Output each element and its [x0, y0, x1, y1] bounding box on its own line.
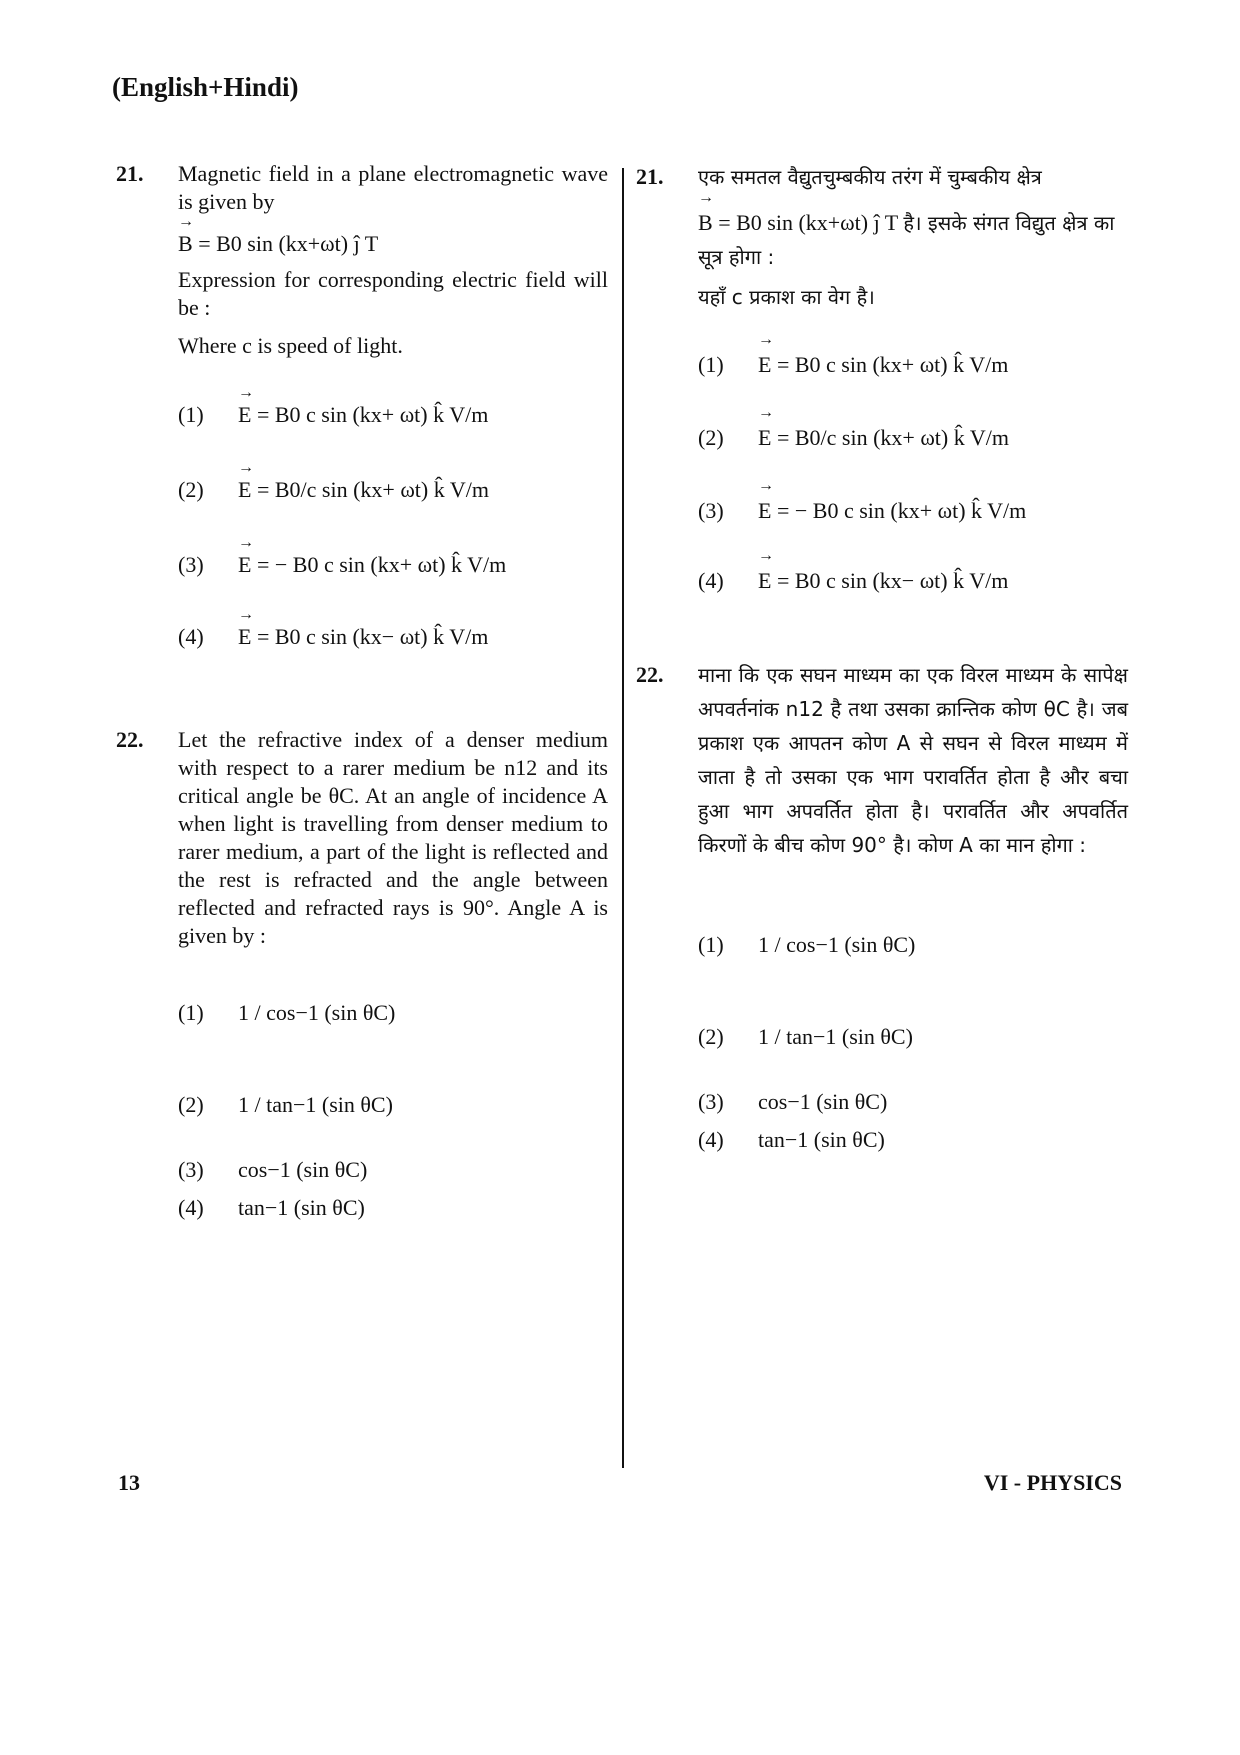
page-title: (English+Hindi): [112, 72, 299, 102]
option-1[interactable]: [178, 384, 608, 440]
question-number: 21.: [636, 164, 664, 189]
question-22-en: [116, 726, 608, 1228]
option-3[interactable]: [698, 477, 1128, 536]
option-text: = B0 c sin (kx+ ωt) k̂ V/m: [256, 402, 489, 427]
option-4[interactable]: [698, 547, 1128, 606]
question-21-hi: [636, 160, 1128, 606]
question-text: माना कि एक सघन माध्यम का एक विरल माध्यम के सापेक्ष अपवर्तनांक n12 है तथा उसका क्रान्तिक कोण θC है। जब प्रकाश एक आपतन कोण A से सघन से विरल माध्यम में जाता है तो उसका एक भाग परावर्तित होता है और बचा हुआ भाग अपवर्तित होता है। परावर्तित और अपवर्तित किरणों के बीच कोण 90° है। कोण A का मान होगा :: [698, 663, 1128, 857]
vector-e: E →: [238, 459, 254, 502]
question-text: Magnetic field in a plane electromagnetic wave is given by: [178, 161, 608, 214]
page-number: 13: [118, 1470, 140, 1495]
vector-e: E →: [238, 606, 254, 649]
option-text: = B0 c sin (kx− ωt) k̂ V/m: [256, 624, 489, 649]
vector-e: E →: [758, 404, 774, 450]
field-expression: = B0 sin (kx+ωt) ĵ T: [718, 210, 898, 235]
option-label: (3): [698, 498, 724, 523]
option-label: (2): [698, 425, 724, 450]
option-text: = B0 c sin (kx+ ωt) k̂ V/m: [776, 352, 1009, 377]
option-text: 1 / tan−1 (sin θC): [758, 1024, 913, 1049]
option-label: (3): [698, 1089, 724, 1114]
option-text: = B0/c sin (kx+ ωt) k̂ V/m: [776, 425, 1009, 450]
question-number: 21.: [116, 161, 144, 186]
option-1[interactable]: [178, 978, 608, 1048]
option-3[interactable]: [698, 1084, 1128, 1120]
option-2[interactable]: [698, 1002, 1128, 1072]
question-text: एक समतल वैद्युतचुम्बकीय तरंग में चुम्बकीय क्षेत्र: [698, 165, 1042, 189]
question-21-en: [116, 160, 608, 662]
field-expression: = B0 sin (kx+ωt) ĵ T: [198, 231, 379, 256]
option-label: (1): [698, 932, 724, 957]
option-label: (2): [698, 1024, 724, 1049]
option-label: (2): [178, 477, 204, 502]
question-22-hi: [636, 658, 1128, 1160]
question-number: 22.: [116, 727, 144, 752]
question-number: 22.: [636, 662, 664, 687]
option-3[interactable]: [178, 1152, 608, 1188]
option-text: tan−1 (sin θC): [758, 1127, 885, 1152]
magnetic-field-expression: [178, 213, 608, 258]
vector-e: E →: [238, 534, 254, 577]
subject-label: VI - PHYSICS: [983, 1470, 1122, 1495]
option-label: (4): [698, 1127, 724, 1152]
option-label: (3): [178, 1157, 204, 1182]
option-4[interactable]: [178, 1188, 608, 1228]
vector-e: E →: [758, 547, 774, 593]
option-2[interactable]: [178, 1070, 608, 1140]
option-2[interactable]: [698, 404, 1128, 466]
column-divider: [622, 168, 624, 1468]
option-text: = − B0 c sin (kx+ ωt) k̂ V/m: [256, 552, 507, 577]
magnetic-field-line: [698, 189, 1128, 274]
option-text: 1 / cos−1 (sin θC): [758, 932, 916, 957]
vector-e: E →: [758, 477, 774, 523]
option-label: (4): [178, 1195, 204, 1220]
option-text: 1 / tan−1 (sin θC): [238, 1092, 393, 1117]
question-text: यहाँ c प्रकाश का वेग है।: [698, 285, 875, 309]
vector-b: B →: [178, 213, 194, 256]
option-2[interactable]: [178, 459, 608, 518]
question-text: Let the refractive index of a denser medium with respect to a rarer medium be n12 and its critical angle be θC. At an angle of incidence A when light is travelling from denser medium to rarer medium, a part of the light is reflected and the rest is refracted and the angle between reflected and refracted rays is 90°. Angle A is given by :: [178, 727, 608, 948]
option-text: cos−1 (sin θC): [758, 1089, 888, 1114]
vector-e: E →: [238, 384, 254, 427]
english-column: [116, 160, 608, 1228]
option-text: 1 / cos−1 (sin θC): [238, 1000, 396, 1025]
hindi-column: [636, 160, 1128, 1160]
vector-e: E →: [758, 331, 774, 377]
option-1[interactable]: [698, 910, 1128, 980]
option-label: (4): [698, 568, 724, 593]
option-3[interactable]: [178, 534, 608, 590]
option-label: (1): [698, 352, 724, 377]
option-text: tan−1 (sin θC): [238, 1195, 365, 1220]
vector-b: B →: [698, 189, 714, 235]
option-text: = − B0 c sin (kx+ ωt) k̂ V/m: [776, 498, 1027, 523]
option-label: (3): [178, 552, 204, 577]
option-label: (2): [178, 1092, 204, 1117]
option-label: (4): [178, 624, 204, 649]
option-text: cos−1 (sin θC): [238, 1157, 368, 1182]
question-text: Expression for corresponding electric field will be :: [178, 267, 608, 320]
option-label: (1): [178, 402, 204, 427]
option-text: = B0 c sin (kx− ωt) k̂ V/m: [776, 568, 1009, 593]
option-1[interactable]: [698, 331, 1128, 390]
option-4[interactable]: [178, 606, 608, 662]
option-4[interactable]: [698, 1120, 1128, 1160]
option-text: = B0/c sin (kx+ ωt) k̂ V/m: [256, 477, 489, 502]
question-text: है। इसके संगत विद्युत क्षेत्र का सूत्र होगा :: [698, 211, 1115, 269]
question-text: Where c is speed of light.: [178, 333, 403, 358]
option-label: (1): [178, 1000, 204, 1025]
